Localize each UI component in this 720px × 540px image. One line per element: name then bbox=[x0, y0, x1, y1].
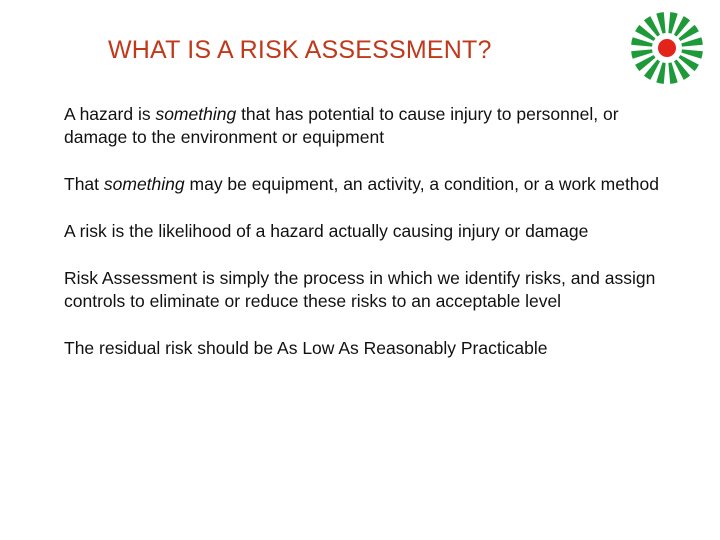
hazard-definition-paragraph bbox=[64, 103, 664, 149]
slide-title: WHAT IS A RISK ASSESSMENT? bbox=[108, 36, 492, 64]
risk-definition-paragraph: A risk is the likelihood of a hazard actually causing injury or damage bbox=[64, 221, 589, 241]
slide-body bbox=[64, 103, 664, 384]
something-examples-emphasis: something bbox=[103, 174, 185, 194]
green-sunburst-logo-icon bbox=[627, 8, 707, 88]
logo-center-dot bbox=[658, 39, 676, 57]
hazard-definition-emphasis: something bbox=[155, 104, 237, 124]
something-examples-text-end: may be equipment, an activity, a condition, or a work method bbox=[184, 174, 660, 194]
hazard-definition-text-end: that has potential to cause injury to personnel, or damage to the environment or equipment bbox=[64, 104, 619, 147]
something-examples-text-start: That bbox=[64, 174, 104, 194]
residual-risk-paragraph: The residual risk should be As Low As Reasonably Practicable bbox=[64, 338, 548, 358]
hazard-definition-text-start: A hazard is bbox=[64, 104, 156, 124]
something-examples-paragraph bbox=[64, 173, 664, 196]
risk-assessment-definition-paragraph: Risk Assessment is simply the process in which we identify risks, and assign controls to eliminate or reduce these risks to an acceptable level bbox=[64, 268, 656, 311]
